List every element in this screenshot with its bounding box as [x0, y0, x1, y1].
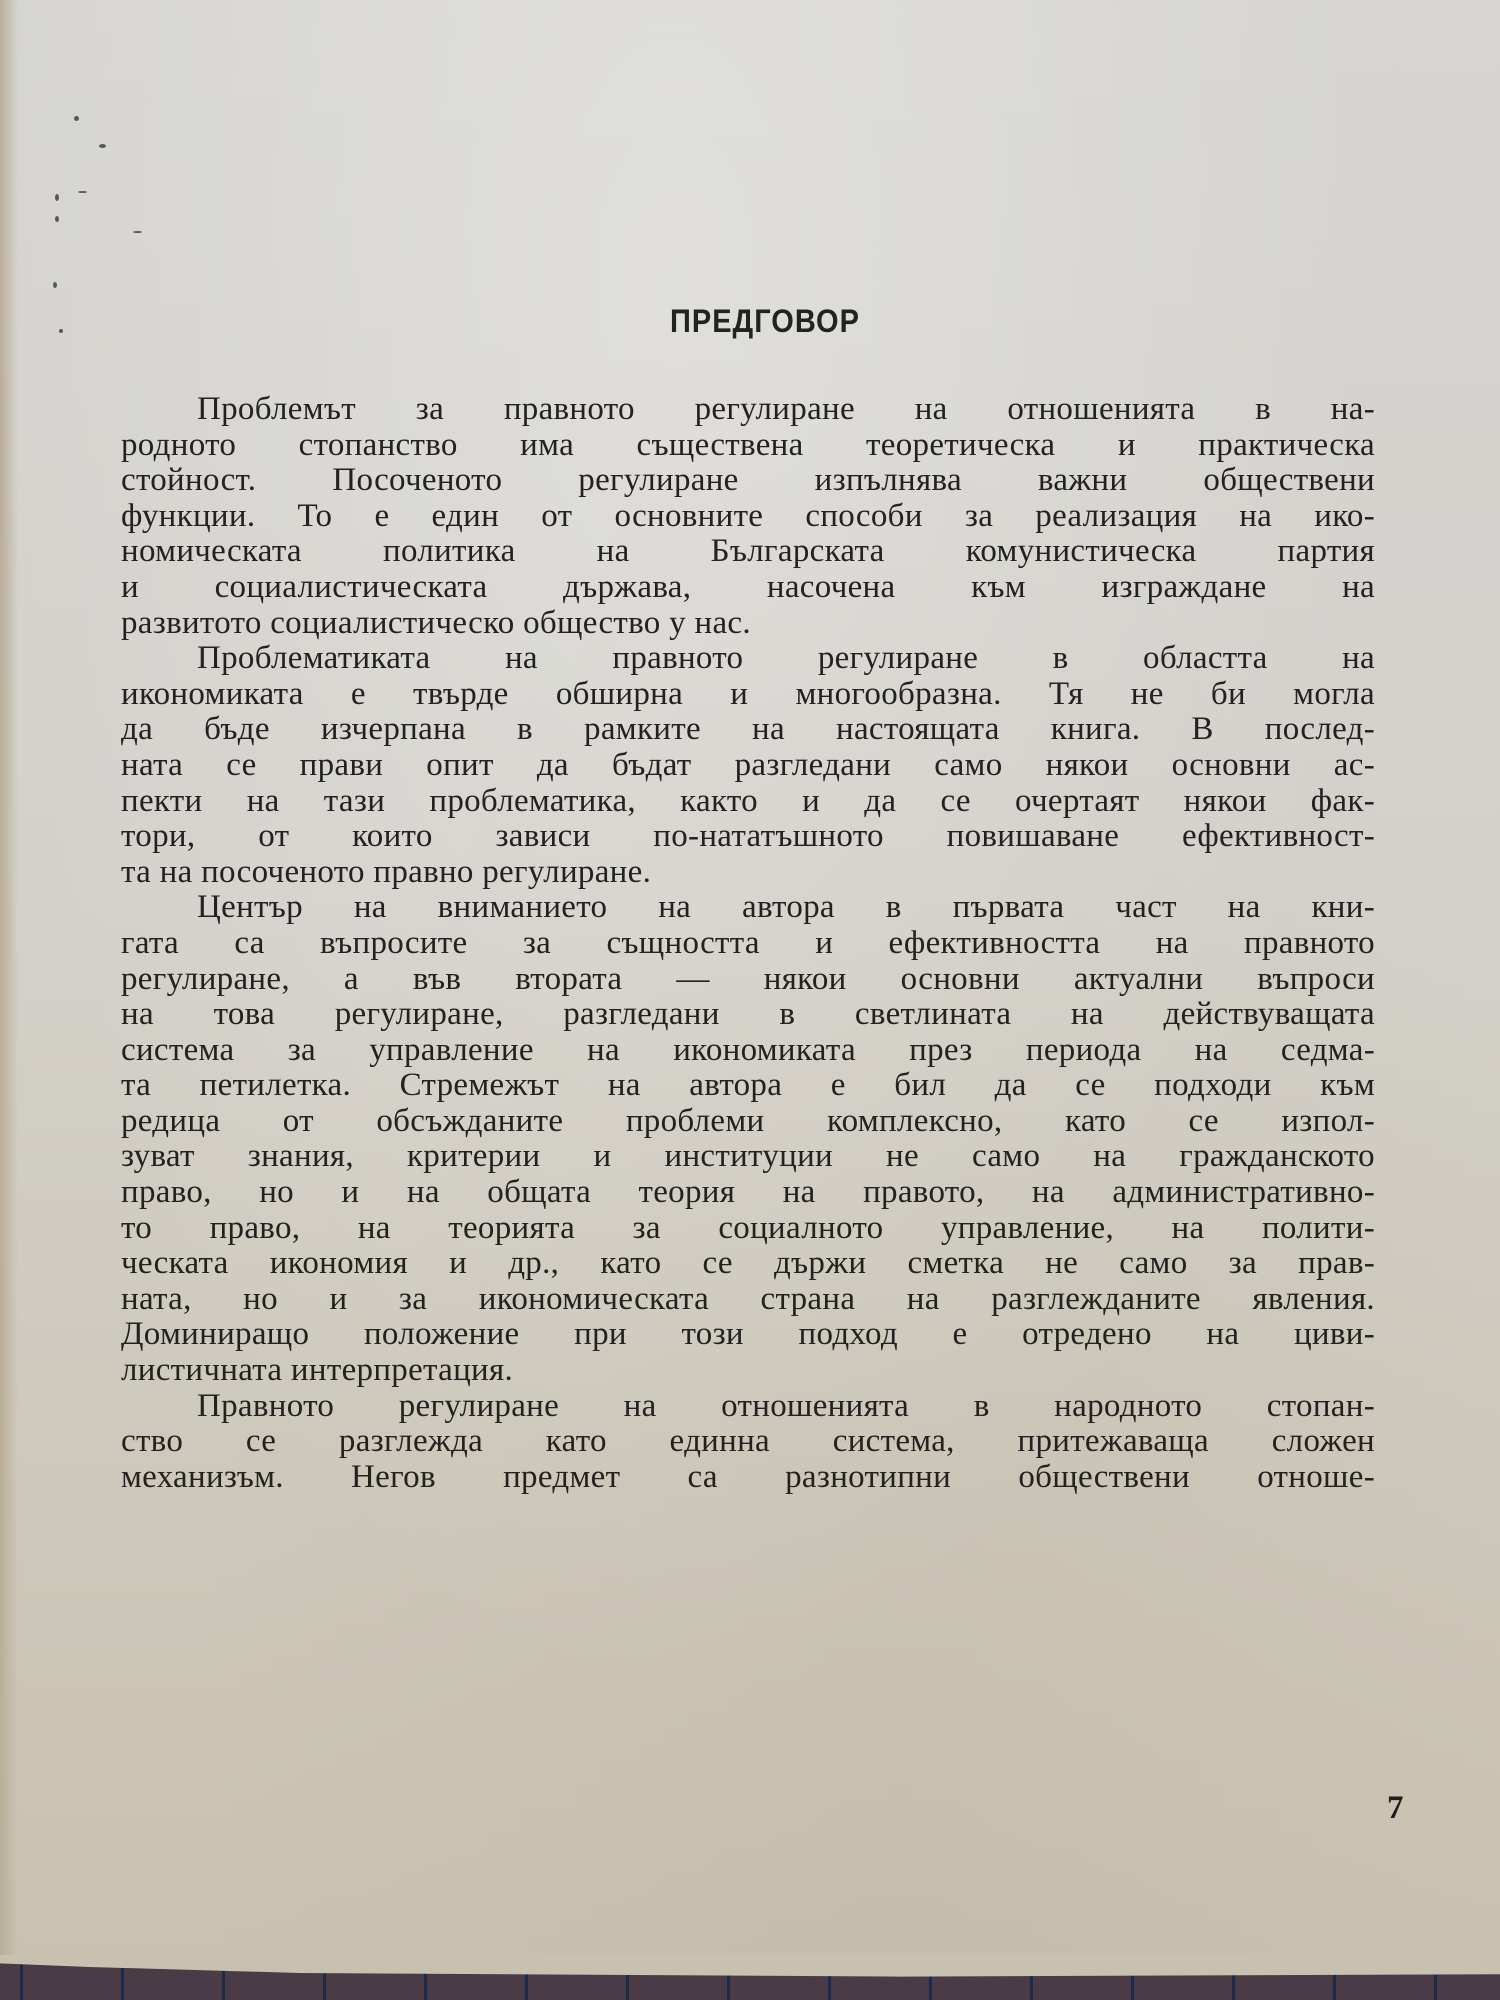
text-line: пекти на тази проблематика, както и да се очертаят някои фак-	[121, 782, 1375, 819]
ink-speck	[55, 194, 59, 201]
text-line: механизъм. Негов предмет са разнотипни обществени отноше-	[121, 1458, 1375, 1495]
text-line: стойност. Посоченото регулиране изпълнява важни обществени	[121, 462, 1375, 499]
text-line: то право, на теорията за социалното управление, на полити-	[121, 1209, 1375, 1246]
text-line: ческата икономия и др., като се държи сметка не само за прав-	[121, 1245, 1375, 1282]
text-line: тори, от които зависи по-нататъшното повишаване ефективност-	[121, 818, 1375, 855]
text-line: родното стопанство има съществена теоретическа и практическа	[121, 426, 1375, 463]
text-line: Проблемът за правното регулиране на отношенията в на-	[197, 391, 1375, 427]
text-line: на това регулиране, разгледани в светлината на действуващата	[121, 996, 1375, 1033]
text-line: Проблематиката на правното регулиране в областта на	[197, 640, 1375, 677]
text-line: Правното регулиране на отношенията в народното стопан-	[197, 1387, 1375, 1424]
text-line: право, но и на общата теория на правото, на административно-	[121, 1174, 1375, 1211]
body-text	[121, 392, 1375, 1495]
ink-speck	[55, 216, 59, 222]
ink-speck	[99, 144, 106, 148]
text-line: регулиране, а във втората — някои основни актуални въпроси	[121, 960, 1375, 997]
ink-speck	[74, 116, 79, 121]
ink-speck	[53, 282, 57, 288]
page-number: 7	[1387, 1790, 1404, 1826]
text-line: функции. То е един от основните способи за реализация на ико-	[121, 497, 1375, 534]
background-stripe	[20, 1960, 23, 2000]
text-line: листичната интерпретация.	[121, 1352, 514, 1389]
text-line: Доминиращо положение при този подход е отредено на циви-	[121, 1316, 1375, 1353]
text-line: та петилетка. Стремежът на автора е бил да се подходи към	[121, 1067, 1375, 1104]
text-line: ната, но и за икономическата страна на разглежданите явления.	[121, 1280, 1375, 1317]
text-line: гата са въпросите за същността и ефективността на правното	[121, 924, 1375, 961]
ink-speck	[133, 231, 142, 233]
text-line: зуват знания, критерии и институции не само на гражданското	[121, 1138, 1375, 1175]
text-line: ната се прави опит да бъдат разгледани само някои основни ас-	[121, 746, 1375, 783]
text-line: номическата политика на Българската комунистическа партия	[121, 533, 1375, 570]
text-line: икономиката е твърде обширна и многообразна. Тя не би могла	[121, 675, 1375, 712]
page-title: ПРЕДГОВОР	[670, 304, 860, 340]
text-line: ство се разглежда като единна система, притежаваща сложен	[121, 1423, 1375, 1460]
text-line: да бъде изчерпана в рамките на настоящата книга. В послед-	[121, 711, 1375, 748]
text-line: и социалистическата държава, насочена към изграждане на	[121, 568, 1375, 605]
text-line: система за управление на икономиката през периода на седма-	[121, 1031, 1375, 1068]
text-line: редица от обсъжданите проблеми комплексно, като се изпол-	[121, 1102, 1375, 1139]
text-line: развитото социалистическо общество у нас.	[121, 604, 751, 641]
ink-speck	[78, 191, 87, 193]
text-line: Център на вниманието на автора в първата част на кни-	[197, 889, 1375, 926]
text-line: та на посоченото правно регулиране.	[121, 853, 652, 890]
